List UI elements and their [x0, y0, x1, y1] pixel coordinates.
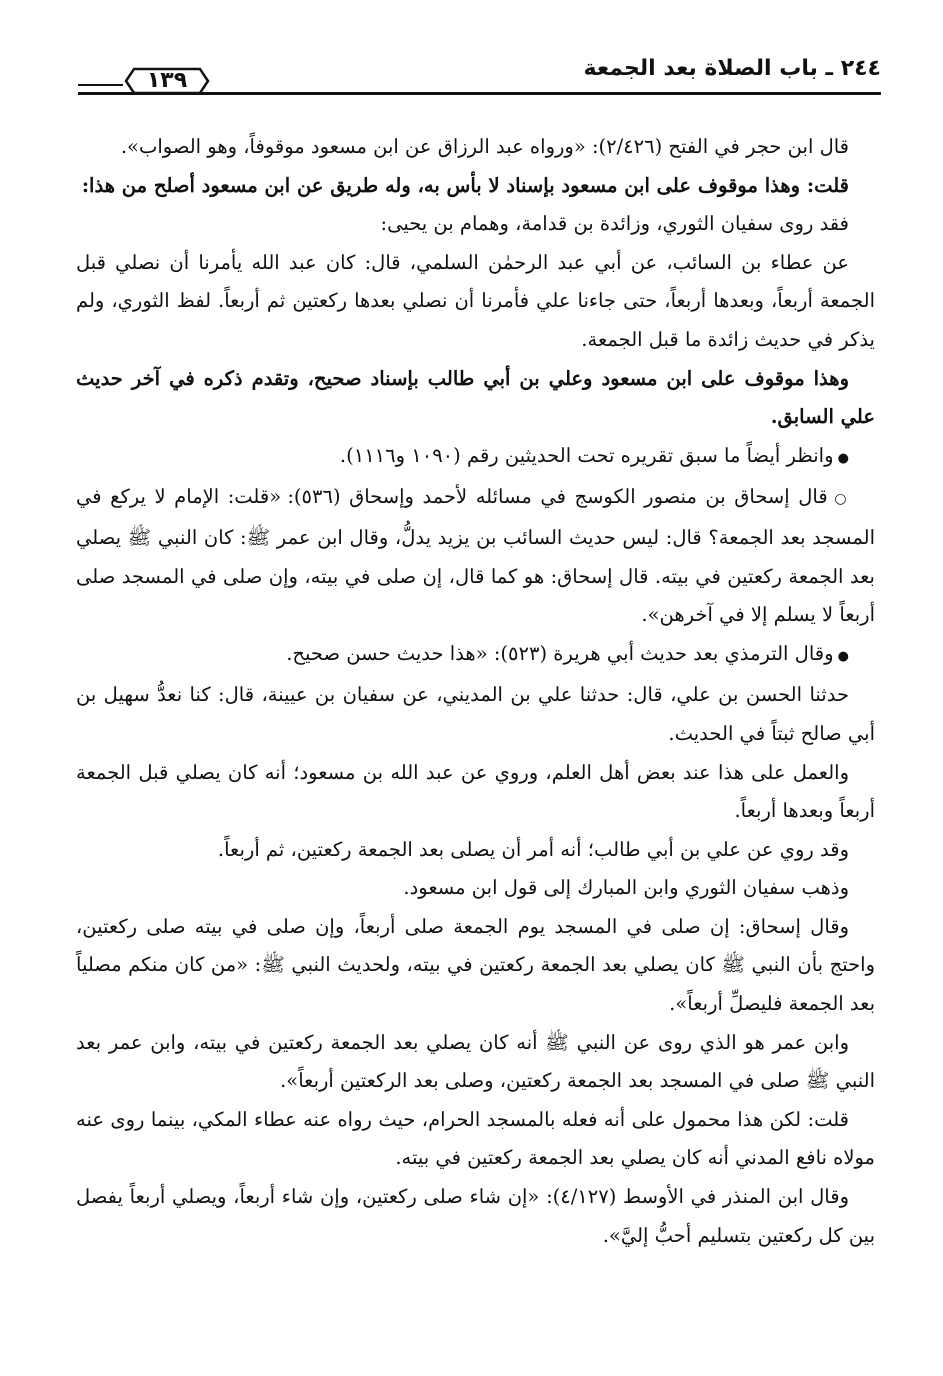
- paragraph: عن عطاء بن السائب، عن أبي عبد الرحمٰن السلمي، قال: كان عبد الله يأمرنا أن نصلي قبل الجمعة أربعاً، وبعدها أربعاً، حتى جاءنا علي فأمرنا أن نصلي بعدها ركعتين ثم أربعاً. لفظ الثوري، ولم يذكر في حديث زائدة ما قبل الجمعة.: [76, 250, 875, 351]
- paragraph: وقال ابن المنذر في الأوسط (٤/١٢٧): «إن شاء صلى ركعتين، وإن شاء أربعاً، ويصلي أربعاً يفصل بين كل ركعتين بتسليم أحبُّ إليَّ».: [76, 1185, 875, 1247]
- header-rule-short: [78, 84, 123, 86]
- paragraph: وهذا موقوف على ابن مسعود وعلي بن أبي طالب بإسناد صحيح، وتقدم ذكره في آخر حديث علي السابق.: [76, 366, 875, 429]
- paragraph: قلت: وهذا موقوف على ابن مسعود بإسناد لا بأس به، وله طريق عن ابن مسعود أصلح من هذا:: [81, 173, 849, 197]
- paragraph: وقد روي عن علي بن أبي طالب؛ أنه أمر أن يصلى بعد الجمعة ركعتين، ثم أربعاً.: [217, 837, 849, 861]
- paragraph: وابن عمر هو الذي روى عن النبي ﷺ أنه كان يصلي بعد الجمعة ركعتين في بيته، وابن عمر بعد النبي ﷺ صلى في المسجد بعد الجمعة ركعتين، وصلى بعد الركعتين أربعاً».: [76, 1030, 875, 1093]
- page-number-badge: [122, 66, 212, 96]
- paragraph: وقال إسحاق: إن صلى في المسجد يوم الجمعة صلى أربعاً، وإن صلى في بيته صلى ركعتين، واحتج بأن النبي ﷺ كان يصلي بعد الجمعة ركعتين في بيته، ولحديث النبي ﷺ: «من كان منكم مصلياً بعد الجمعة فليصلِّ أربعاً».: [76, 914, 875, 1016]
- paragraph: قال ابن حجر في الفتح (٢/٤٢٦): «ورواه عبد الرزاق عن ابن مسعود موقوفاً، وهو الصواب».: [120, 135, 849, 158]
- chapter-title: ٢٤٤ ـ باب الصلاة بعد الجمعة: [583, 56, 881, 81]
- paragraph: قلت: لكن هذا محمول على أنه فعله بالمسجد الحرام، حيث رواه عنه عطاء المكي، بينما روى عنه مولاه نافع المدني أنه كان يصلي بعد الجمعة ركعتين في بيته.: [76, 1107, 875, 1170]
- paragraph: حدثنا الحسن بن علي، قال: حدثنا علي بن المديني، عن سفيان بن عيينة، قال: كنا نعدُّ سهيل بن أبي صالح ثبتاً في الحديث.: [76, 683, 875, 745]
- paragraph: ○ قال إسحاق بن منصور الكوسج في مسائله لأحمد وإسحاق (٥٣٦): «قلت: الإمام لا يركع في المسجد بعد الجمعة؟ قال: ليس حديث السائب بن يزيد يدلُّ، وقال ابن عمر ﷺ: كان النبي ﷺ يصلي بعد الجمعة ركعتين في بيته. قال إسحاق: هو كما قال، إن صلى في بيته، وإن صلى في المسجد صلى أربعاً لا يسلم إلا في آخرهن».: [76, 478, 875, 634]
- page-header: [78, 54, 881, 98]
- paragraph: ● وانظر أيضاً ما سبق تقريره تحت الحديثين رقم (١٠٩٠ و١١١٦).: [76, 437, 875, 479]
- main-text: [76, 128, 875, 1255]
- paragraph: ● وقال الترمذي بعد حديث أبي هريرة (٥٢٣): «هذا حديث حسن صحيح.: [76, 635, 875, 677]
- paragraph: والعمل على هذا عند بعض أهل العلم، وروي عن عبد الله بن مسعود؛ أنه كان يصلي قبل الجمعة أربعاً وبعدها أربعاً.: [76, 760, 875, 823]
- paragraph: فقد روى سفيان الثوري، وزائدة بن قدامة، وهمام بن يحيى:: [380, 212, 849, 236]
- paragraph: وذهب سفيان الثوري وابن المبارك إلى قول ابن مسعود.: [403, 876, 849, 900]
- page-number: ١٣٩: [146, 68, 188, 93]
